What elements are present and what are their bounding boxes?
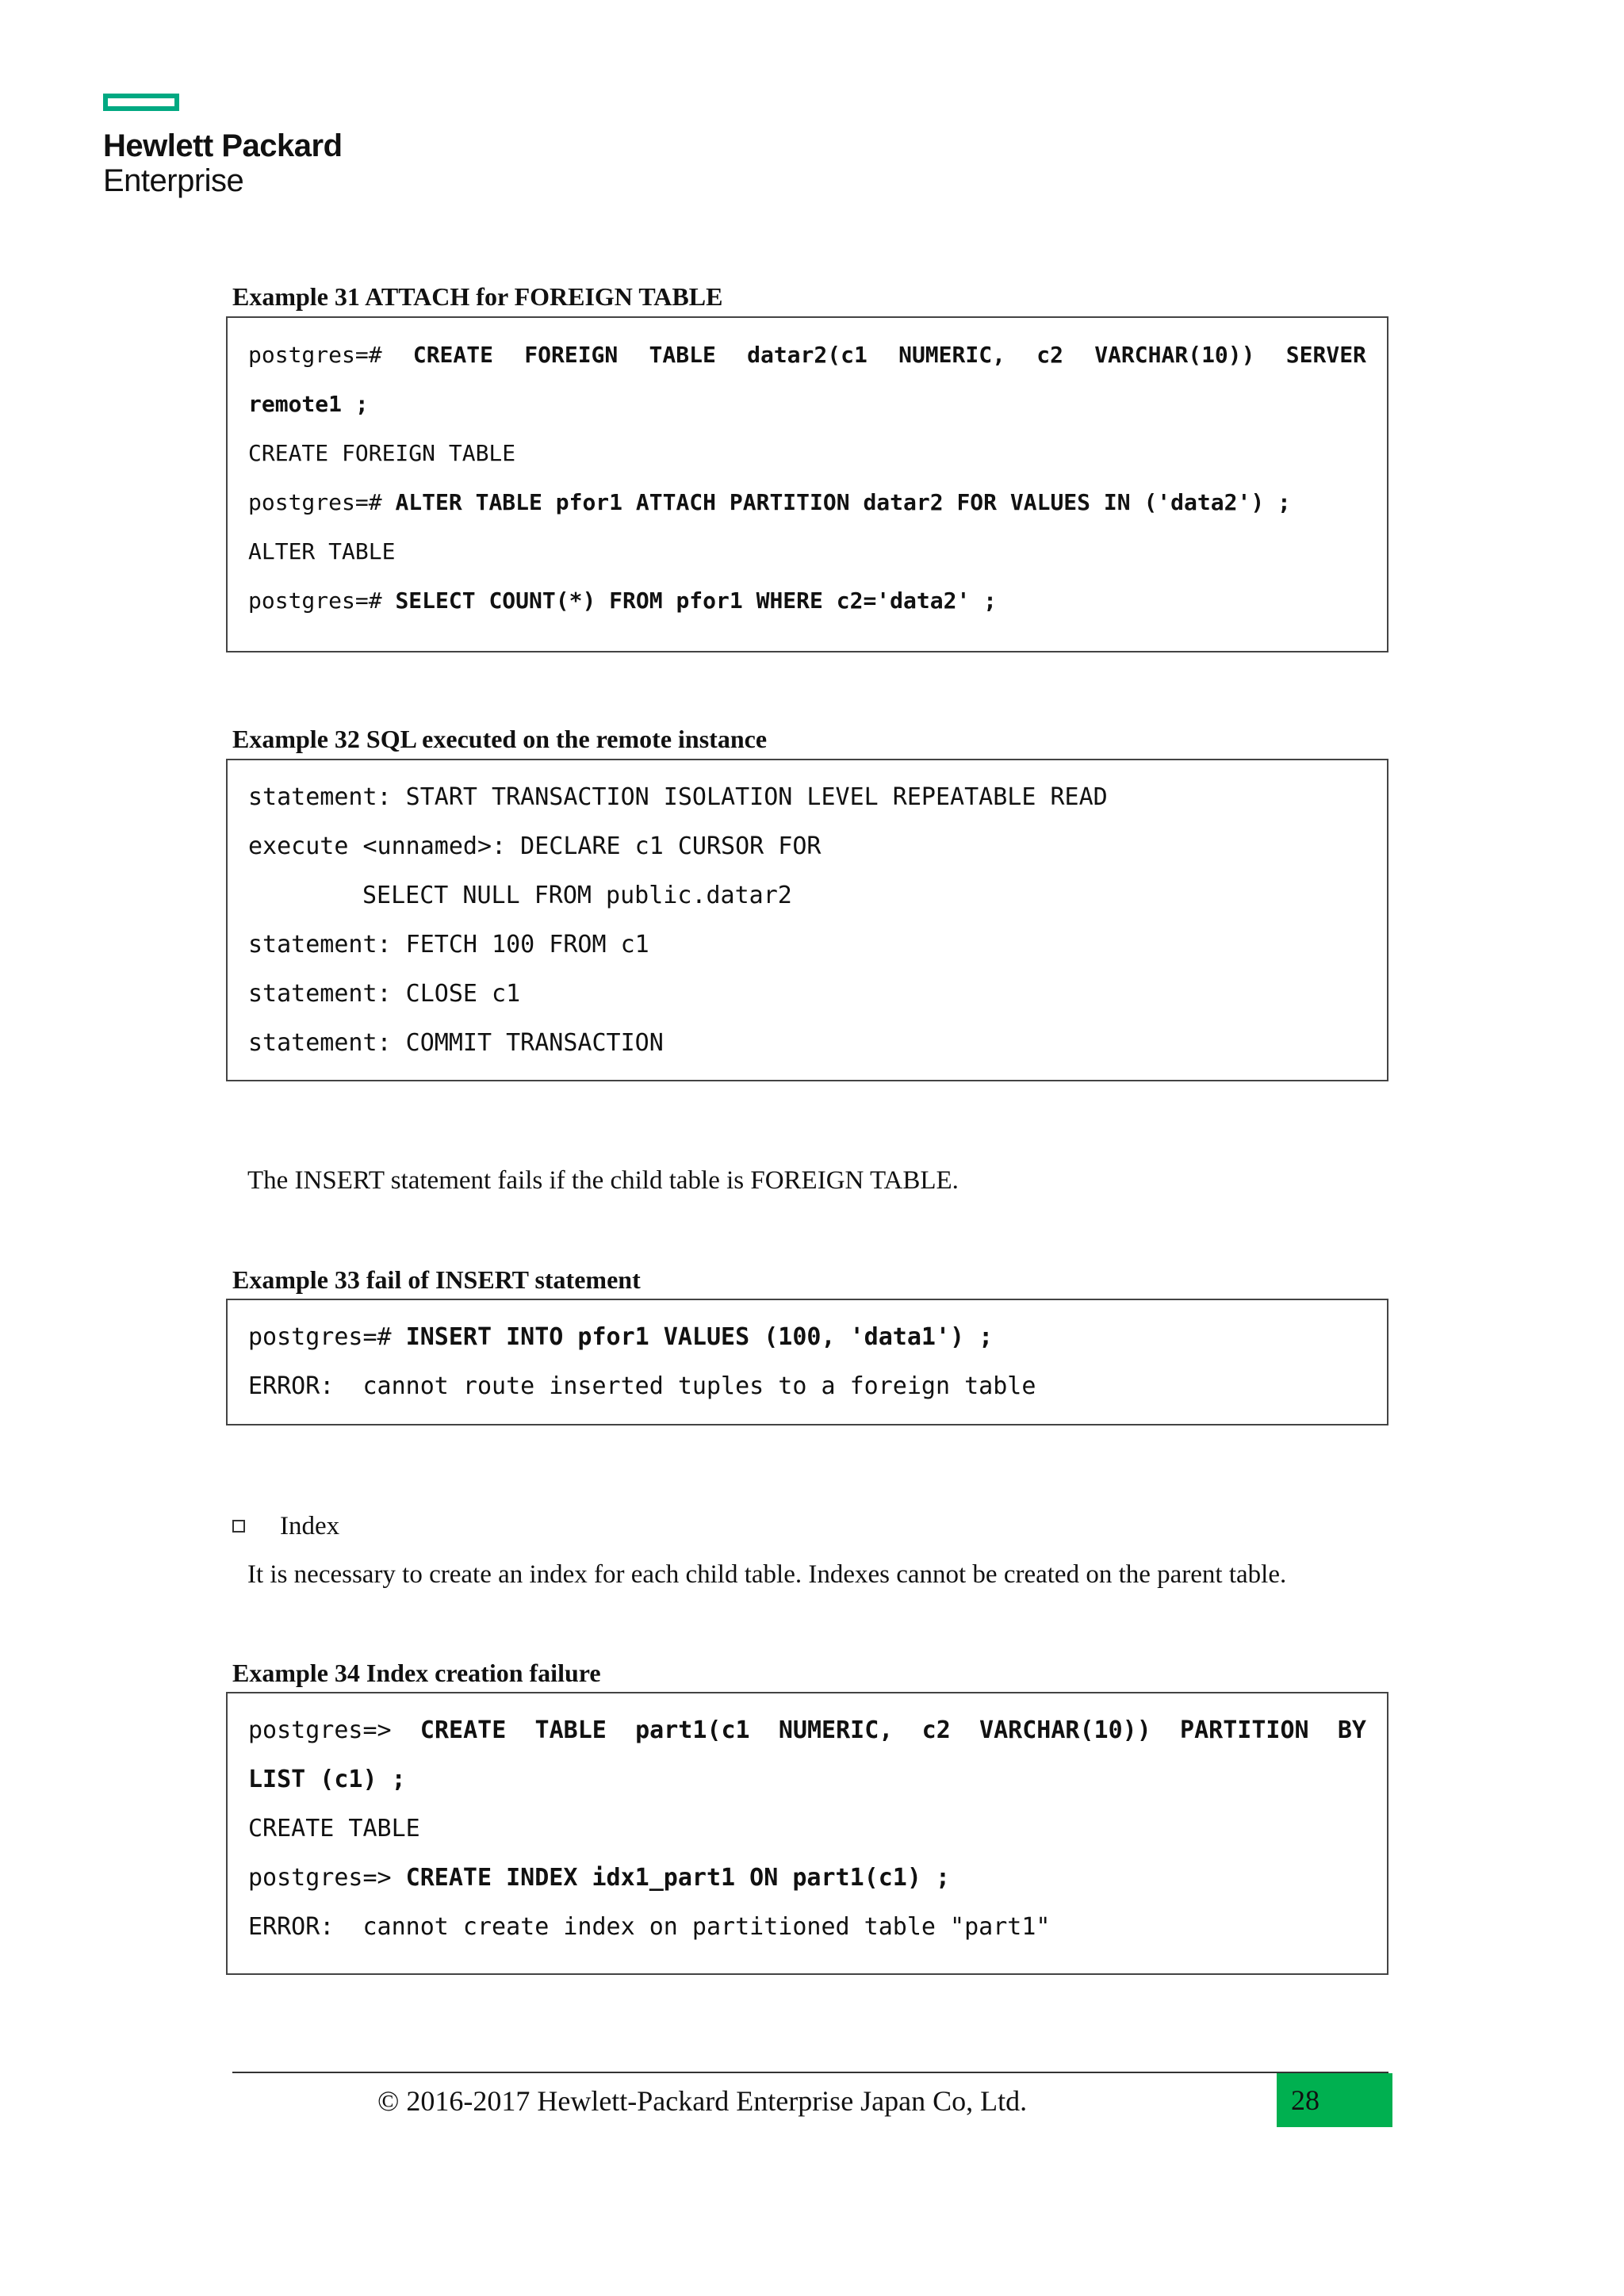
code-line: statement: FETCH 100 FROM c1: [248, 931, 649, 959]
code-line: CREATE TABLE: [248, 1815, 420, 1843]
code-line: postgres=> CREATE TABLE part1(c1 NUMERIC, c2 VARCHAR(10)) PARTITION BY: [248, 1716, 1366, 1744]
code-line: ALTER TABLE: [248, 538, 396, 564]
code-line: SELECT NULL FROM public.datar2: [362, 882, 792, 909]
code-line: statement: CLOSE c1: [248, 980, 521, 1008]
index-heading: Index: [280, 1512, 340, 1540]
insert-fail-paragraph: The INSERT statement fails if the child table is FOREIGN TABLE.: [247, 1166, 959, 1195]
hpe-logo-bar: [103, 94, 179, 111]
page-number-badge: 28: [1277, 2073, 1392, 2127]
code-line: postgres=# ALTER TABLE pfor1 ATTACH PARTITION datar2 FOR VALUES IN ('data2') ;: [248, 489, 1291, 515]
code-line: execute <unnamed>: DECLARE c1 CURSOR FOR: [248, 832, 822, 860]
logo-line-1: Hewlett Packard: [103, 128, 343, 163]
code-line: statement: START TRANSACTION ISOLATION LEVEL REPEATABLE READ: [248, 783, 1108, 811]
code-line: postgres=# SELECT COUNT(*) FROM pfor1 WHERE c2='data2' ;: [248, 587, 998, 614]
bullet-square-icon: [232, 1520, 245, 1533]
example-32-caption: Example 32 SQL executed on the remote instance: [232, 725, 768, 753]
footer-copyright: © 2016-2017 Hewlett-Packard Enterprise Japan Co, Ltd.: [377, 2085, 1028, 2117]
code-line: LIST (c1) ;: [248, 1766, 406, 1793]
code-line: postgres=> CREATE INDEX idx1_part1 ON part1(c1) ;: [248, 1864, 951, 1892]
hpe-logo: [103, 94, 343, 198]
code-line: postgres=# INSERT INTO pfor1 VALUES (100, 'data1') ;: [248, 1323, 994, 1351]
example-31-caption: Example 31 ATTACH for FOREIGN TABLE: [232, 282, 723, 311]
example-32-code-block: [226, 759, 1388, 1081]
logo-line-2: Enterprise: [103, 163, 244, 198]
example-33-caption: Example 33 fail of INSERT statement: [232, 1265, 641, 1294]
index-paragraph: It is necessary to create an index for each child table. Indexes cannot be created on the parent table.: [247, 1560, 1287, 1589]
code-line: ERROR: cannot create index on partitioned table "part1": [248, 1913, 1051, 1941]
example-34-caption: Example 34 Index creation failure: [232, 1659, 601, 1687]
code-line: statement: COMMIT TRANSACTION: [248, 1029, 664, 1057]
example-33-code-block: [226, 1299, 1388, 1425]
example-31-code-block: [226, 316, 1388, 652]
code-line: postgres=# CREATE FOREIGN TABLE datar2(c1 NUMERIC, c2 VARCHAR(10)) SERVER: [248, 342, 1366, 368]
index-heading-row: [232, 1511, 339, 1541]
code-line: ERROR: cannot route inserted tuples to a foreign table: [248, 1372, 1036, 1400]
example-34-code-block: [226, 1692, 1388, 1975]
code-line: CREATE FOREIGN TABLE: [248, 440, 516, 466]
code-line: remote1 ;: [248, 391, 369, 417]
footer-divider: [232, 2072, 1388, 2073]
